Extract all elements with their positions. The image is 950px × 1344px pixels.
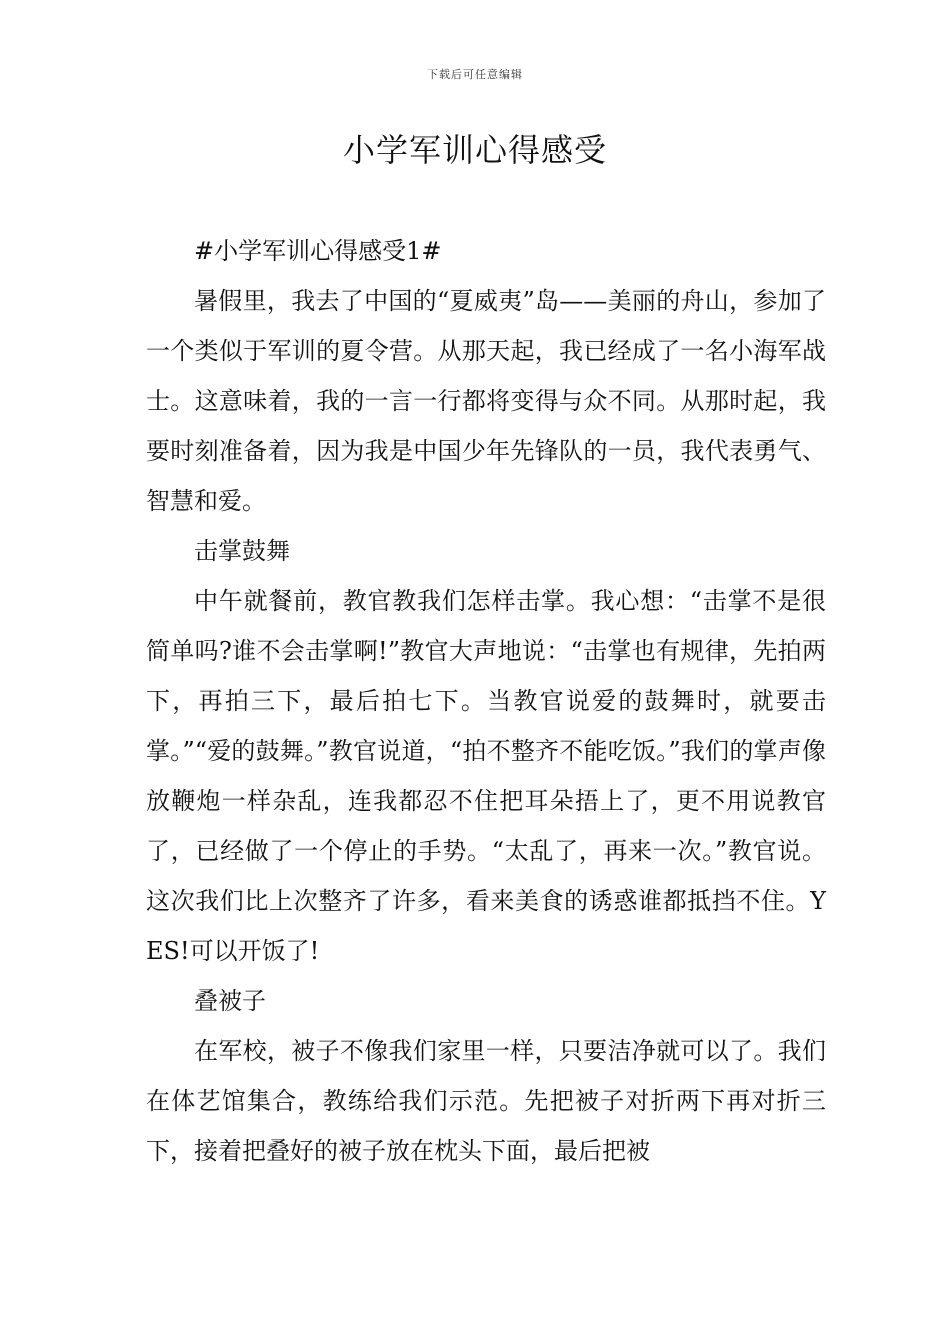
header-note: 下载后可任意编辑 — [427, 68, 523, 81]
paragraph-quilt: 在军校，被子不像我们家里一样，只要洁净就可以了。我们在体艺馆集合，教练给我们示范。先把被子对折两下再对折三下，接着把叠好的被子放在枕头下面，最后把被 — [146, 1037, 826, 1165]
document-title: 小学军训心得感受 — [342, 131, 607, 169]
section-heading-clapping: 击掌鼓舞 — [194, 537, 290, 565]
section-heading-quilt: 叠被子 — [194, 987, 266, 1015]
section-heading-1: #小学军训心得感受1# — [194, 237, 442, 265]
paragraph-clapping: 中午就餐前，教官教我们怎样击掌。我心想：“击掌不是很简单吗?谁不会击掌啊!”教官大声地说：“击掌也有规律，先拍两下，再拍三下，最后拍七下。当教官说爱的鼓舞时，就要击掌。”“爱的鼓舞。”教官说道，“拍不整齐不能吃饭。”我们的掌声像放鞭炮一样杂乱，连我都忍不住把耳朵捂上了，更不用说教官了，已经做了一个停止的手势。“太乱了，再来一次。”教官说。这次我们比上次整齐了许多，看来美食的诱惑谁都抵挡不住。YES!可以开饭了! — [146, 587, 826, 965]
document-body — [146, 226, 826, 1176]
paragraph-intro: 暑假里，我去了中国的“夏威夷”岛——美丽的舟山，参加了一个类似于军训的夏令营。从那天起，我已经成了一名小海军战士。这意味着，我的一言一行都将变得与众不同。从那时起，我要时刻准备着，因为我是中国少年先锋队的一员，我代表勇气、智慧和爱。 — [146, 287, 826, 515]
